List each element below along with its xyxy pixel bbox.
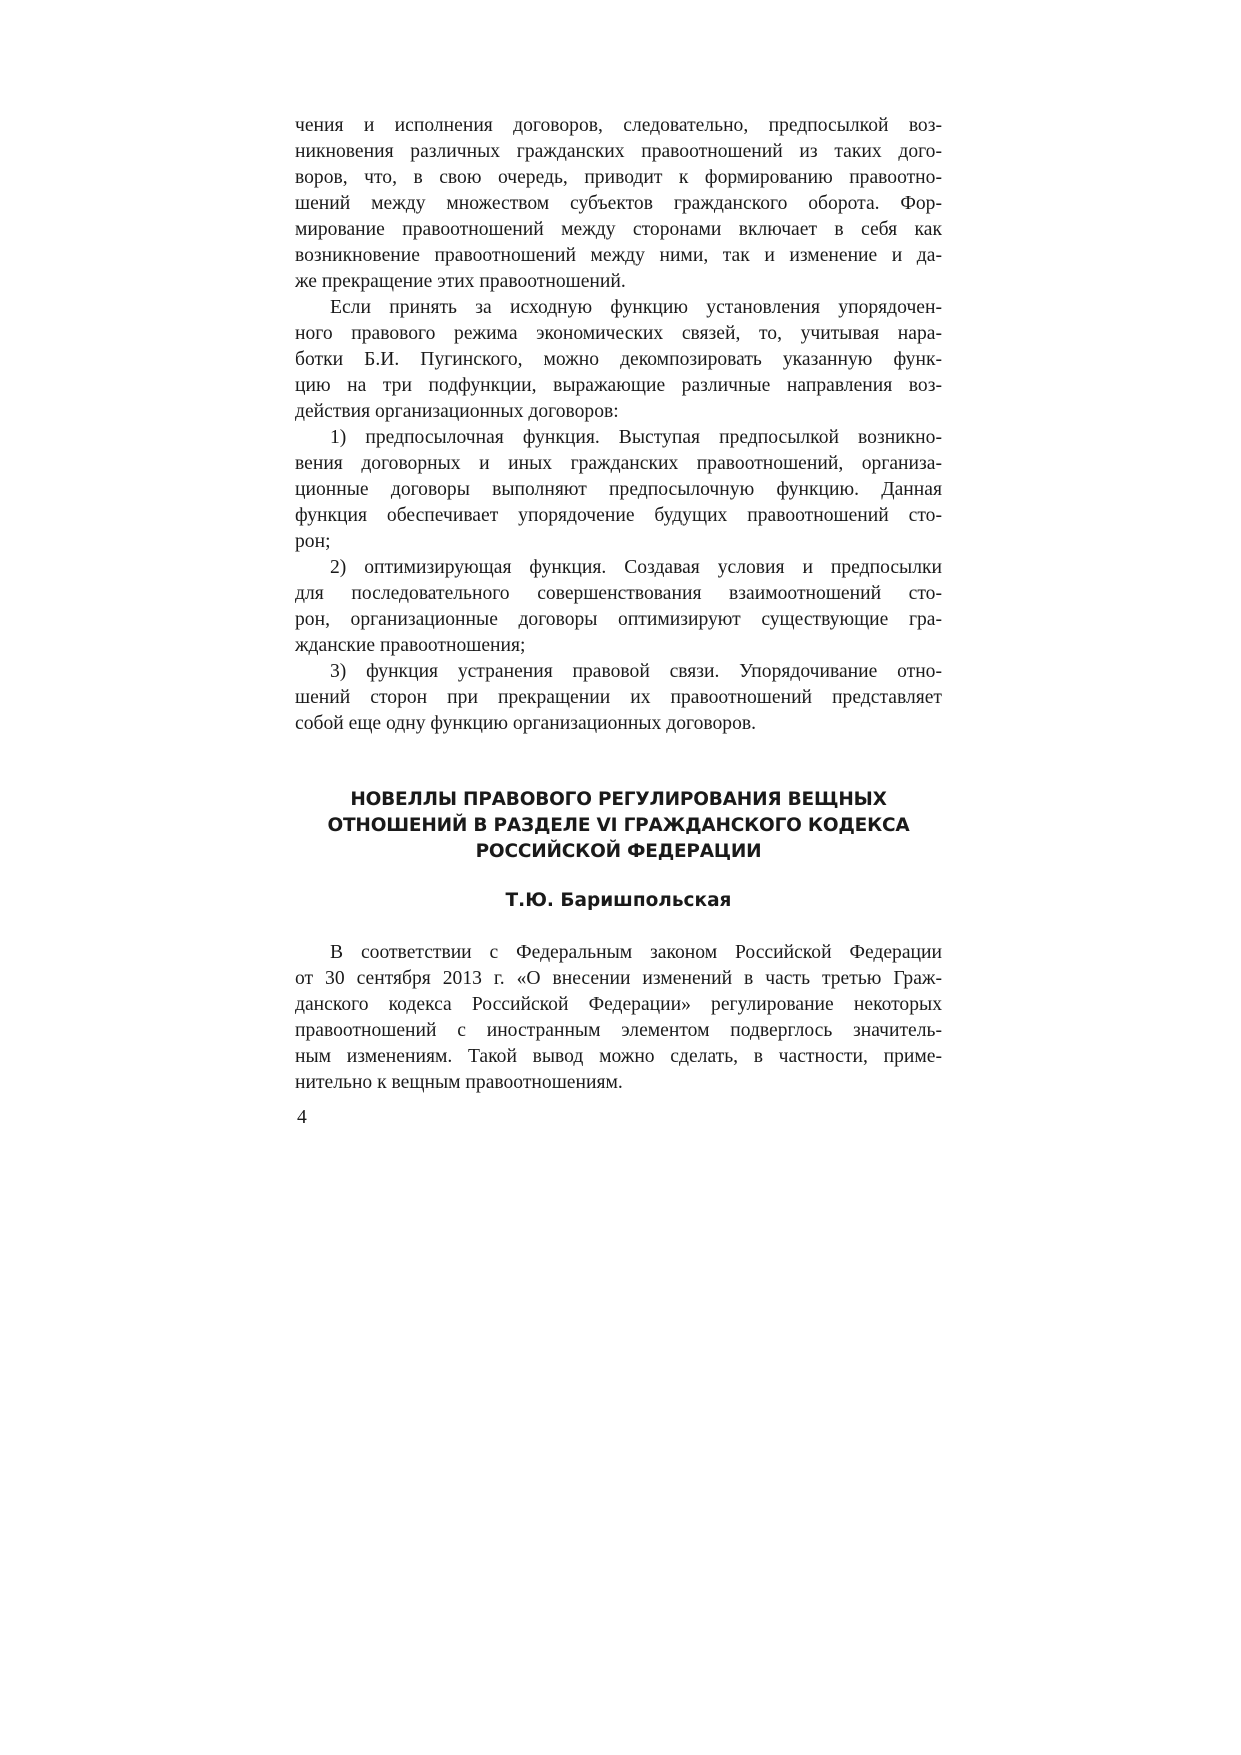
text-line: рон; bbox=[295, 531, 331, 552]
text-line: функция обеспечивает упорядочение будущих правоотношений сто- bbox=[295, 505, 942, 526]
document-page bbox=[295, 113, 942, 1096]
text-line: собой еще одну функцию организационных договоров. bbox=[295, 713, 757, 734]
title-line: РОССИЙСКОЙ ФЕДЕРАЦИИ bbox=[475, 841, 762, 862]
text-line: 3) функция устранения правовой связи. Упорядочивание отно- bbox=[330, 661, 942, 682]
text-line: 2) оптимизирующая функция. Создавая условия и предпосылки bbox=[330, 557, 942, 578]
text-line: жданские правоотношения; bbox=[295, 635, 526, 656]
text-line: действия организационных договоров: bbox=[295, 401, 619, 422]
text-line: ным изменениям. Такой вывод можно сделать, в частности, приме- bbox=[295, 1046, 942, 1067]
article-title bbox=[295, 787, 942, 865]
page-number: 4 bbox=[297, 1107, 307, 1128]
text-line: чения и исполнения договоров, следовательно, предпосылкой воз- bbox=[295, 115, 942, 136]
text-line: шений сторон при прекращении их правоотношений представляет bbox=[295, 687, 942, 708]
text-line: возникновение правоотношений между ними, так и изменение и да- bbox=[295, 245, 942, 266]
text-line: Если принять за исходную функцию установления упорядочен- bbox=[330, 297, 942, 318]
text-line: рон, организационные договоры оптимизируют существующие гра- bbox=[295, 609, 942, 630]
text-line: нительно к вещным правоотношениям. bbox=[295, 1072, 623, 1093]
text-line: же прекращение этих правоотношений. bbox=[295, 271, 626, 292]
text-line: никновения различных гражданских правоотношений из таких дого- bbox=[295, 141, 942, 162]
text-line: для последовательного совершенствования взаимоотношений сто- bbox=[295, 583, 942, 604]
list-item-paragraph bbox=[295, 425, 942, 555]
article-body bbox=[295, 940, 942, 1096]
text-line: цию на три подфункции, выражающие различные направления воз- bbox=[295, 375, 942, 396]
paragraph bbox=[295, 295, 942, 425]
title-line: НОВЕЛЛЫ ПРАВОВОГО РЕГУЛИРОВАНИЯ ВЕЩНЫХ bbox=[350, 789, 887, 810]
text-line: правоотношений с иностранным элементом подверглось значитель- bbox=[295, 1020, 942, 1041]
article-author: Т.Ю. Баришпольская bbox=[505, 890, 732, 911]
paragraph bbox=[295, 940, 942, 1096]
text-line: В соответствии с Федеральным законом Российской Федерации bbox=[330, 942, 942, 963]
text-line: вения договорных и иных гражданских правоотношений, организа- bbox=[295, 453, 942, 474]
text-line: мирование правоотношений между сторонами включает в себя как bbox=[295, 219, 942, 240]
text-line: ционные договоры выполняют предпосылочную функцию. Данная bbox=[295, 479, 942, 500]
title-line: ОТНОШЕНИЙ В РАЗДЕЛЕ VI ГРАЖДАНСКОГО КОДЕКСА bbox=[327, 815, 910, 836]
list-item-paragraph bbox=[295, 659, 942, 737]
text-line: ботки Б.И. Пугинского, можно декомпозировать указанную функ- bbox=[295, 349, 942, 370]
paragraph bbox=[295, 113, 942, 295]
text-line: данского кодекса Российской Федерации» регулирование некоторых bbox=[295, 994, 942, 1015]
text-line: от 30 сентября 2013 г. «О внесении изменений в часть третью Граж- bbox=[295, 968, 942, 989]
list-item-paragraph bbox=[295, 555, 942, 659]
text-line: воров, что, в свою очередь, приводит к формированию правоотно- bbox=[295, 167, 942, 188]
text-line: шений между множеством субъектов гражданского оборота. Фор- bbox=[295, 193, 942, 214]
continued-text bbox=[295, 113, 942, 737]
text-line: 1) предпосылочная функция. Выступая предпосылкой возникно- bbox=[330, 427, 942, 448]
text-line: ного правового режима экономических связей, то, учитывая нара- bbox=[295, 323, 942, 344]
